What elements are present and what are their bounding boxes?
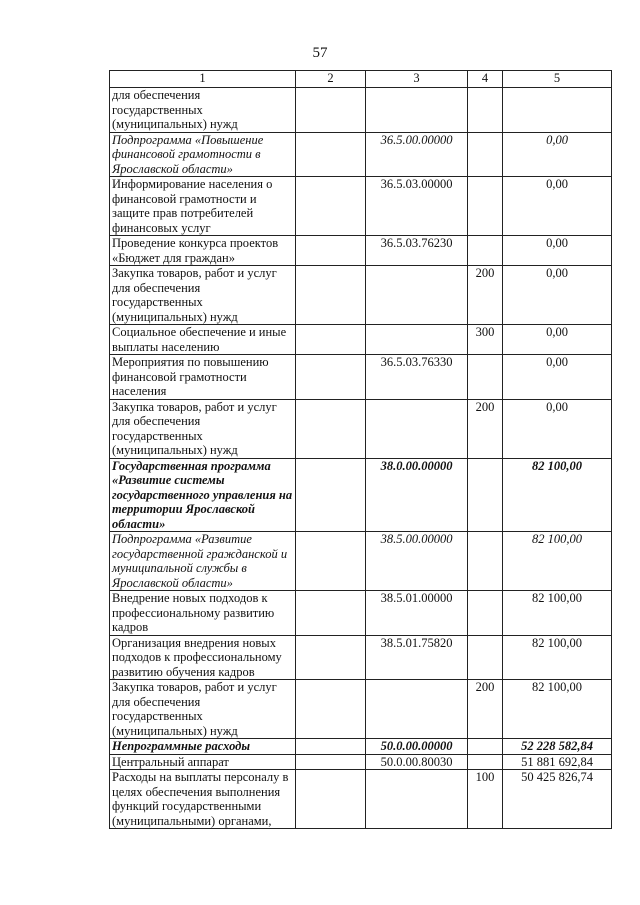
table-row [110,770,612,829]
table-row [110,739,612,755]
row-expense-type: 300 [468,325,503,355]
row-column-2 [296,132,366,177]
row-amount: 82 100,00 [503,458,612,532]
row-name: Мероприятия по повышению финансовой грамотности населения [110,355,296,400]
row-amount: 0,00 [503,266,612,325]
table-row [110,399,612,458]
row-column-2 [296,355,366,400]
row-column-2 [296,399,366,458]
row-target-code [366,770,468,829]
row-column-2 [296,754,366,770]
row-amount: 52 228 582,84 [503,739,612,755]
row-expense-type [468,355,503,400]
column-header-1: 1 [110,71,296,88]
row-column-2 [296,770,366,829]
row-amount: 82 100,00 [503,680,612,739]
table-row [110,635,612,680]
table-row [110,266,612,325]
row-expense-type [468,739,503,755]
row-expense-type: 200 [468,680,503,739]
row-column-2 [296,325,366,355]
table-row [110,591,612,636]
row-target-code: 38.5.01.00000 [366,591,468,636]
row-amount: 82 100,00 [503,532,612,591]
row-amount: 0,00 [503,325,612,355]
row-name: Социальное обеспечение и иные выплаты населению [110,325,296,355]
row-target-code: 50.0.00.80030 [366,754,468,770]
row-amount: 0,00 [503,177,612,236]
row-expense-type [468,458,503,532]
table-body [110,88,612,829]
row-expense-type [468,177,503,236]
row-column-2 [296,177,366,236]
row-amount: 82 100,00 [503,591,612,636]
row-target-code: 38.0.00.00000 [366,458,468,532]
column-header-4: 4 [468,71,503,88]
row-column-2 [296,236,366,266]
table-row [110,132,612,177]
column-header-5: 5 [503,71,612,88]
row-amount: 0,00 [503,132,612,177]
row-name: Центральный аппарат [110,754,296,770]
row-target-code: 36.5.03.00000 [366,177,468,236]
row-name: Подпрограмма «Развитие государственной гражданской и муниципальной службы в Ярославской области» [110,532,296,591]
table-row [110,355,612,400]
row-column-2 [296,680,366,739]
table-row [110,236,612,266]
row-expense-type [468,754,503,770]
table-row [110,458,612,532]
row-expense-type: 200 [468,266,503,325]
row-column-2 [296,591,366,636]
row-name: Подпрограмма «Повышение финансовой грамотности в Ярославской области» [110,132,296,177]
row-name: Непрограммные расходы [110,739,296,755]
row-expense-type [468,132,503,177]
row-amount [503,88,612,133]
row-target-code [366,680,468,739]
row-name: Организация внедрения новых подходов к профессиональному развитию обучения кадров [110,635,296,680]
row-expense-type [468,591,503,636]
row-amount: 50 425 826,74 [503,770,612,829]
row-expense-type [468,88,503,133]
row-target-code [366,266,468,325]
row-target-code [366,88,468,133]
row-name: Информирование населения о финансовой грамотности и защите прав потребителей финансовых услуг [110,177,296,236]
row-expense-type: 100 [468,770,503,829]
row-amount: 0,00 [503,399,612,458]
row-column-2 [296,266,366,325]
table-row [110,754,612,770]
row-expense-type [468,635,503,680]
row-amount: 0,00 [503,236,612,266]
page-number: 57 [312,45,328,61]
row-expense-type [468,236,503,266]
row-column-2 [296,635,366,680]
row-column-2 [296,739,366,755]
table-row [110,532,612,591]
row-name: Закупка товаров, работ и услуг для обеспечения государственных (муниципальных) нужд [110,399,296,458]
row-amount: 0,00 [503,355,612,400]
row-target-code: 50.0.00.00000 [366,739,468,755]
table-row [110,88,612,133]
row-target-code: 36.5.00.00000 [366,132,468,177]
row-column-2 [296,532,366,591]
row-column-2 [296,458,366,532]
row-name: Проведение конкурса проектов «Бюджет для граждан» [110,236,296,266]
row-target-code: 38.5.01.75820 [366,635,468,680]
row-column-2 [296,88,366,133]
row-name: Закупка товаров, работ и услуг для обеспечения государственных (муниципальных) нужд [110,266,296,325]
row-target-code [366,399,468,458]
column-header-3: 3 [366,71,468,88]
row-name: для обеспечения государственных (муниципальных) нужд [110,88,296,133]
row-target-code: 36.5.03.76330 [366,355,468,400]
row-name: Внедрение новых подходов к профессиональному развитию кадров [110,591,296,636]
table-row [110,325,612,355]
row-target-code [366,325,468,355]
row-name: Закупка товаров, работ и услуг для обеспечения государственных (муниципальных) нужд [110,680,296,739]
row-expense-type [468,532,503,591]
table-header-row [110,71,612,88]
row-expense-type: 200 [468,399,503,458]
table-row [110,680,612,739]
row-amount: 51 881 692,84 [503,754,612,770]
row-target-code: 36.5.03.76230 [366,236,468,266]
budget-table [109,70,612,829]
row-target-code: 38.5.00.00000 [366,532,468,591]
row-name: Государственная программа «Развитие системы государственного управления на территории Ярославской области» [110,458,296,532]
table-row [110,177,612,236]
column-header-2: 2 [296,71,366,88]
row-amount: 82 100,00 [503,635,612,680]
row-name: Расходы на выплаты персоналу в целях обеспечения выполнения функций государственными (муниципальными) органами, [110,770,296,829]
